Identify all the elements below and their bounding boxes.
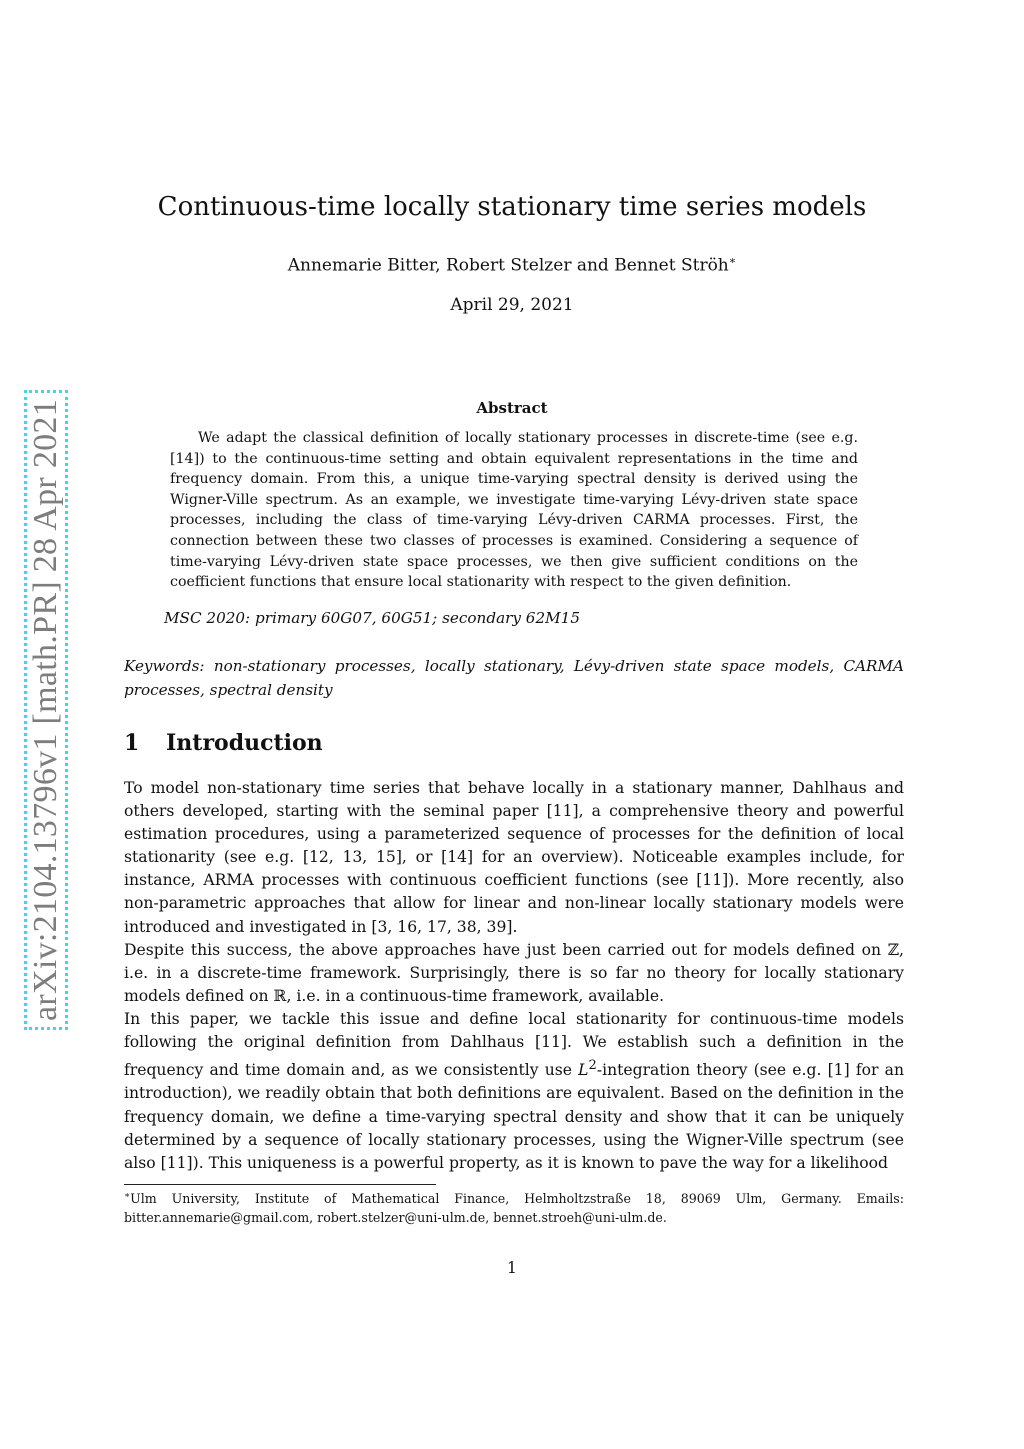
arxiv-id: arXiv:2104.13796v1 [math.PR] 28 Apr 2021 bbox=[27, 398, 64, 1022]
intro-paragraph-3 bbox=[124, 1008, 904, 1175]
arxiv-stamp bbox=[24, 390, 68, 1030]
section-heading bbox=[124, 730, 323, 756]
footnote-mark: ∗ bbox=[124, 1191, 131, 1201]
authors bbox=[0, 254, 1024, 276]
section-title: Introduction bbox=[166, 730, 323, 756]
intro-paragraph-2: Despite this success, the above approaches have just been carried out for models defined on ℤ, i.e. in a discrete-time framework. Surprisingly, there is so far no theory for locally stationary models defined on ℝ, i.e. in a continuous-time framework, available. bbox=[124, 940, 904, 1005]
intro-paragraph-1: To model non-stationary time series that behave locally in a stationary manner, Dahlhaus and others developed, starting with the seminal paper [11], a comprehensive theory and powerful estimation procedures, using a parameterized sequence of processes for the definition of local stationarity (see e.g. [12, 13, 15], or [14] for an overview). Noticeable examples include, for instance, ARMA processes with continuous coefficient functions (see [11]). More recently, also non-parametric approaches that allow for linear and non-linear locally stationary models were introduced and investigated in [3, 16, 17, 38, 39]. bbox=[124, 779, 904, 936]
paper-date: April 29, 2021 bbox=[450, 295, 574, 315]
abstract-body: We adapt the classical definition of locally stationary processes in discrete-time (see e.g. [14]) to the continuous-time setting and obtain equivalent representations in the time and frequency domain. From this, a unique time-varying spectral density is derived using the Wigner-Ville spectrum. As an example, we investigate time-varying Lévy-driven state space processes, including the class of time-varying Lévy-driven CARMA processes. First, the connection between these two classes of processes is examined. Considering a sequence of time-varying Lévy-driven state space processes, we then give sufficient conditions on the coefficient functions that ensure local stationarity with respect to the given definition. bbox=[170, 430, 858, 591]
keywords: Keywords: non-stationary processes, locally stationary, Lévy-driven state space models, CARMA processes, spectral density bbox=[124, 657, 904, 699]
page-number: 1 bbox=[507, 1259, 517, 1277]
paper-title: Continuous-time locally stationary time series models bbox=[157, 192, 867, 222]
math-superscript: 2 bbox=[588, 1058, 597, 1074]
section-number: 1 bbox=[124, 730, 140, 756]
msc-classification: MSC 2020: primary 60G07, 60G51; secondary 62M15 bbox=[164, 609, 580, 627]
math-symbol-l: L bbox=[578, 1061, 589, 1080]
abstract-heading: Abstract bbox=[476, 399, 548, 417]
footnote-text: Ulm University, Institute of Mathematical Finance, Helmholtzstraße 18, 89069 Ulm, Germany. Emails: bitter.annemarie@gmail.com, robert.stelzer@uni-ulm.de, bennet.stroeh@uni-ulm.de. bbox=[124, 1191, 904, 1226]
intro-paragraph-3-end: -integration theory (see e.g. [1] for an introduction), we readily obtain that both definitions are equivalent. Based on the definition in the frequency domain, we define a time-varying spectral density and show that it can be uniquely determined by a sequence of locally stationary processes, using the Wigner-Ville spectrum (see also [11]). This uniqueness is a powerful property, as it is known to pave the way for a likelihood bbox=[124, 1061, 904, 1172]
author-footnote-mark: ∗ bbox=[728, 254, 737, 267]
footnote-rule bbox=[124, 1184, 436, 1185]
footnote bbox=[124, 1187, 904, 1227]
intro-paragraph-3-start: In this paper, we tackle this issue and define local stationarity for continuous-time models following the original definition from Dahlhaus [11]. We establish such a definition in the frequency and time domain and, as we consistently use bbox=[124, 1009, 904, 1080]
author-names: Annemarie Bitter, Robert Stelzer and Bennet Ströh bbox=[287, 255, 729, 276]
introduction-body bbox=[124, 777, 904, 1175]
